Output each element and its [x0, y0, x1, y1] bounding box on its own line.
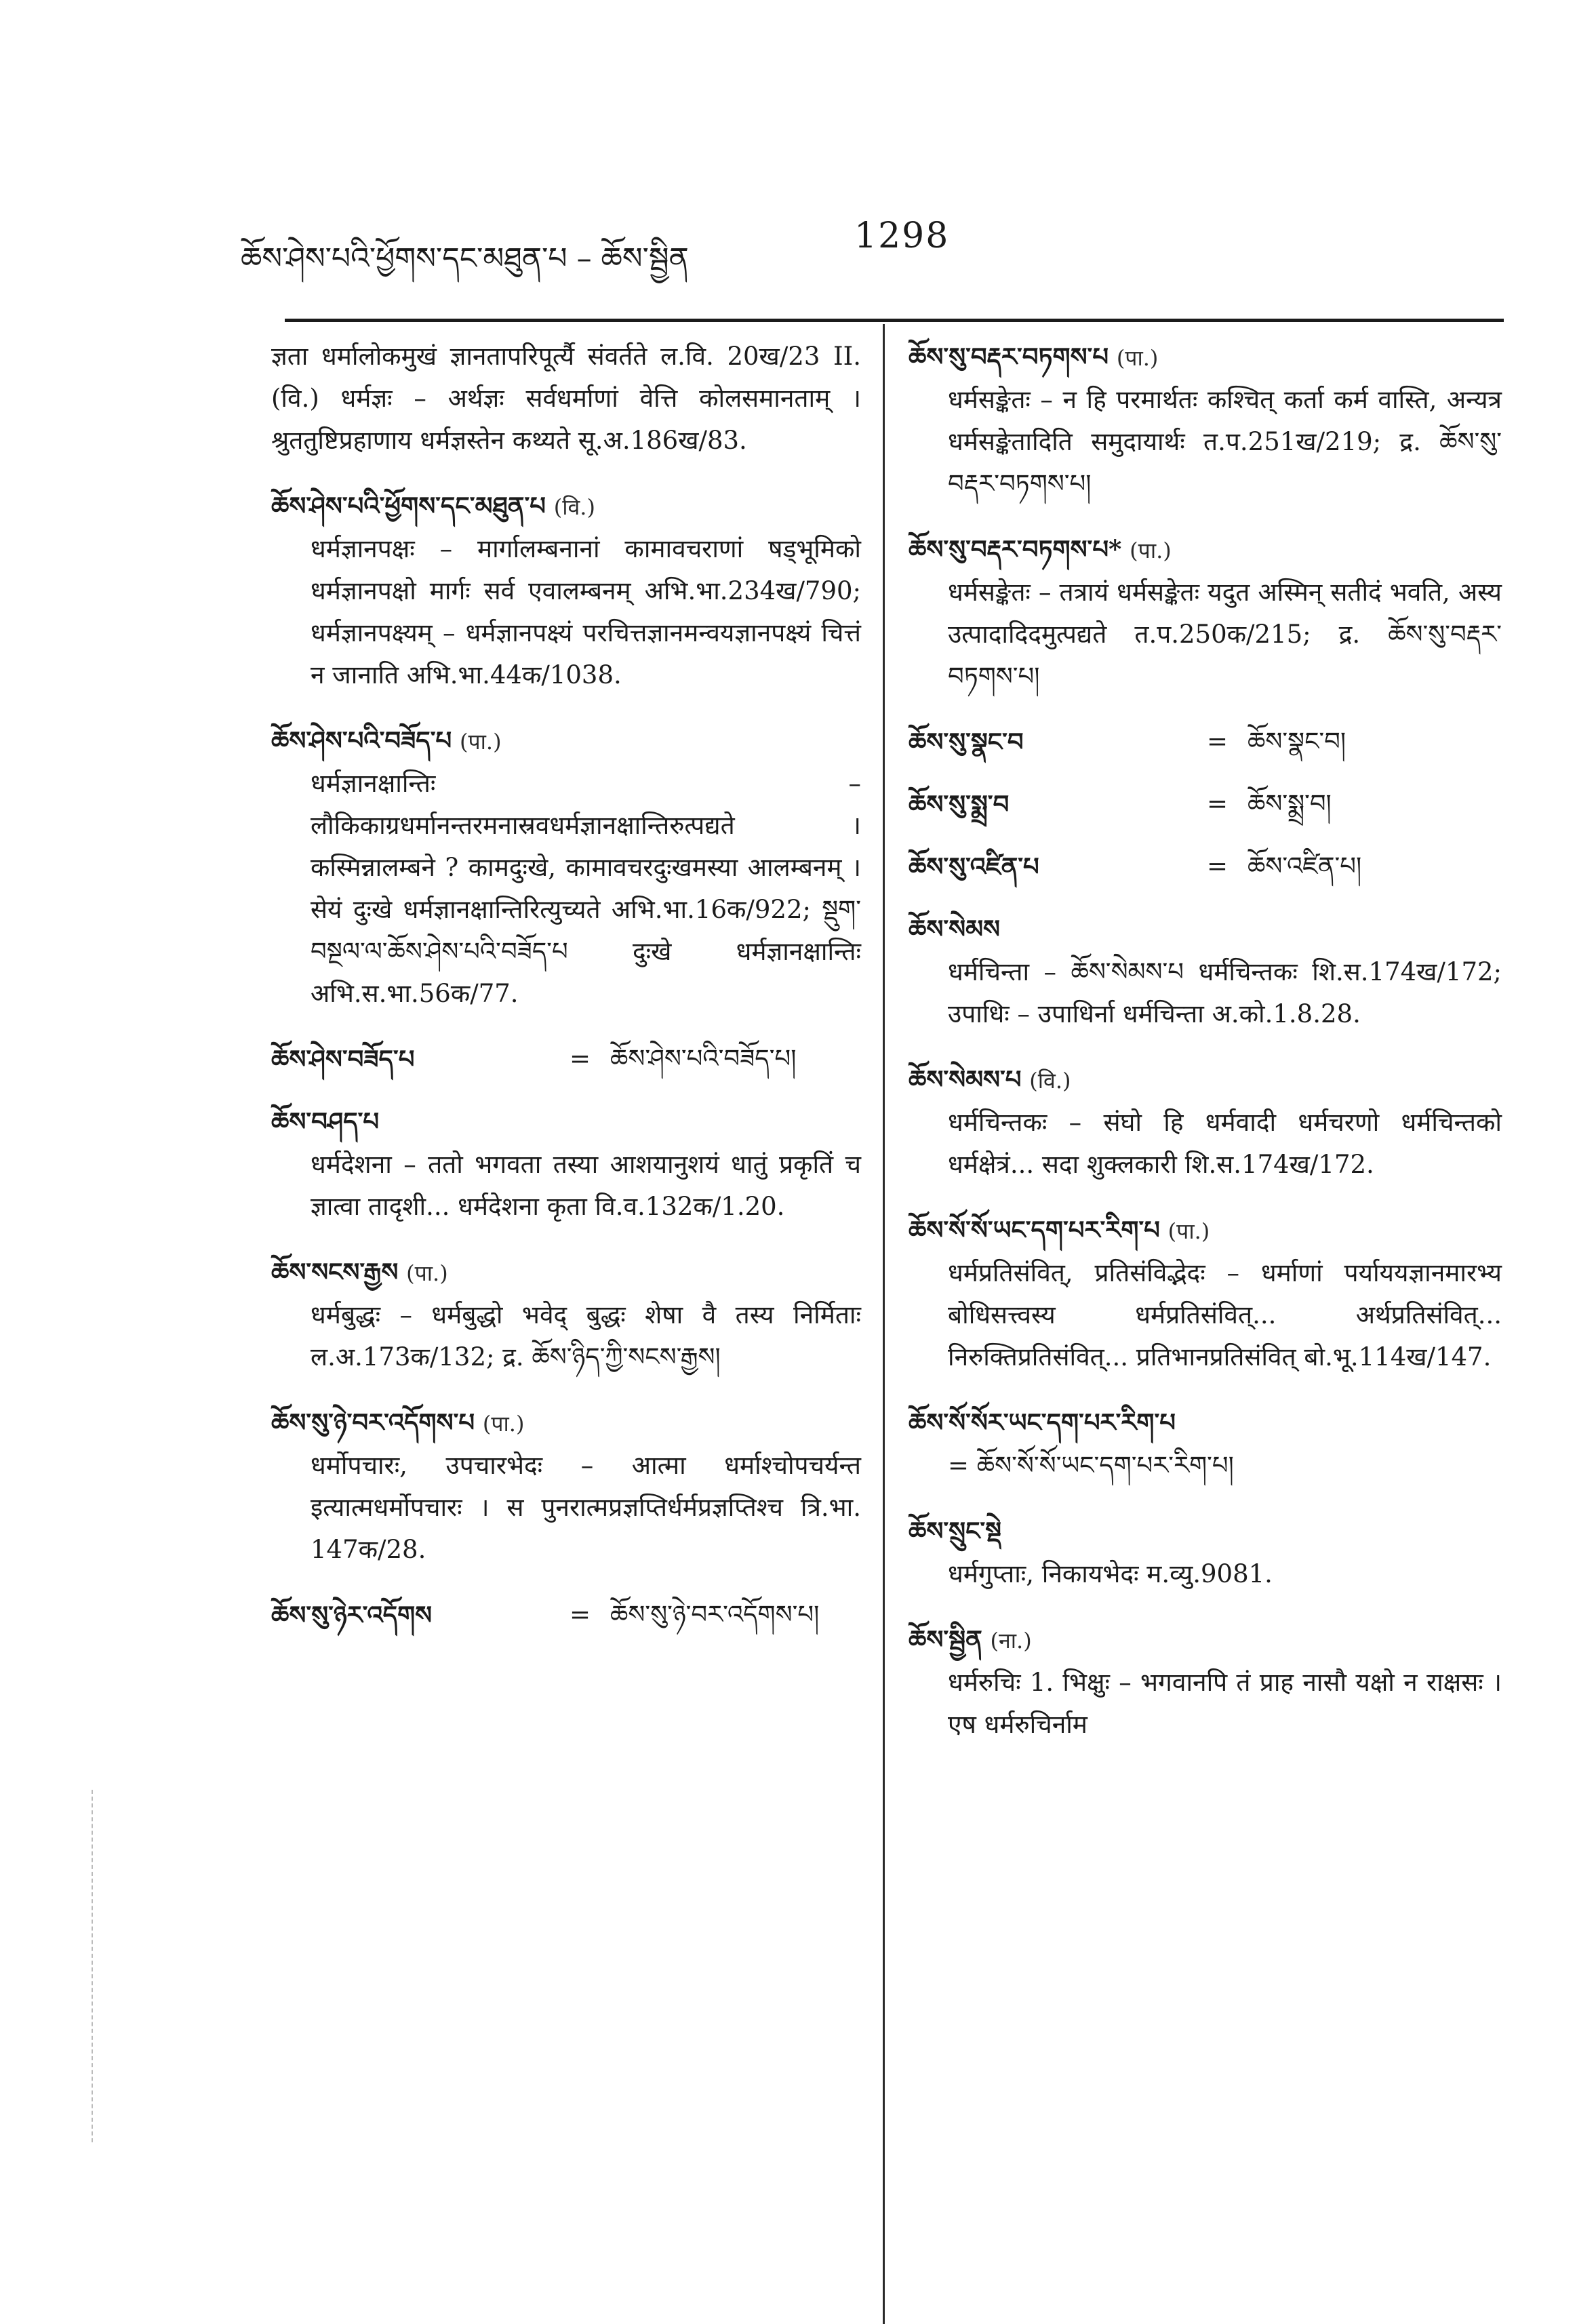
- xref-equals: =: [1207, 727, 1229, 756]
- entry-definition: धर्मोपचारः, उपचारभेदः – आत्मा धर्माश्चोपचर्यन्त इत्यात्मधर्मोपचारः । स पुनरात्मप्रज्ञप्तिर्धर्मप्रज्ञप्तिश्च त्रि.भा. 147क/28.: [311, 1451, 861, 1564]
- xref-target: ཆོས་འཛིན་པ།: [1247, 852, 1362, 881]
- entry-definition: धर्मदेशना – ततो भगवता तस्या आशयानुशयं धातुं प्रकृतिं च ज्ञात्वा तादृशी... धर्मदेशना कृता वि.व.132क/1.20.: [311, 1150, 861, 1221]
- xref-target: ཆོས་སྨྲ་བ།: [1247, 789, 1332, 818]
- grammar-label: (पा.): [1130, 538, 1172, 563]
- grammar-label: (वि.): [553, 494, 595, 520]
- entry-definition: धर्मसङ्केतः – तत्रायं धर्मसङ्केतः यदुत अस्मिन् सतीदं भवति, अस्य उत्पादादिदमुत्पद्यते त.प.250क/215; द्र. ཆོས་སུ་བརྡར་བཏགས་པ།: [948, 578, 1502, 691]
- dictionary-entry: [909, 1618, 1502, 1746]
- cross-reference: [909, 783, 1502, 825]
- dictionary-entry: [909, 1058, 1502, 1186]
- dictionary-entry: [909, 528, 1502, 698]
- entry-definition: धर्मगुप्ताः, निकायभेदः म.व्यु.9081.: [948, 1559, 1273, 1588]
- continuation-text: ज्ञता धर्मालोकमुखं ज्ञानतापरिपूर्त्यै संवर्तते ल.वि. 20ख/23 II. (वि.) धर्मज्ञः – अर्थज्ञः सर्वधर्माणां वेत्ति कोलसमानताम् । श्रुततुष्टिप्रहाणाय धर्मज्ञस्तेन कथ्यते सू.अ.186ख/83.: [271, 342, 861, 455]
- dictionary-entry: [271, 1401, 861, 1571]
- xref-equals: =: [1207, 789, 1229, 818]
- column-divider: [883, 324, 885, 2324]
- xref-term: ཆོས་སུ་འཛིན་པ: [909, 852, 1039, 881]
- entry-headword: ཆོས་སུ་བརྡར་བཏགས་པ: [909, 342, 1109, 372]
- entry-headword: ཆོས་སོ་སོར་ཡང་དག་པར་རིག་པ: [909, 1407, 1176, 1437]
- header-rule: [285, 319, 1504, 322]
- grammar-label: (पा.): [406, 1260, 448, 1286]
- cross-reference: [909, 845, 1502, 887]
- grammar-label: (पा.): [482, 1411, 525, 1437]
- entry-definition: धर्मज्ञानपक्षः – मार्गालम्बनानां कामावचराणां षड्भूमिको धर्मज्ञानपक्षो मार्गः सर्व एवालम्बनम् अभि.भा.234ख/790; धर्मज्ञानपक्ष्यम् – धर्मज्ञानपक्ष्यं परचित्तज्ञानमन्वयज्ञानपक्ष्यं चित्तं न जानाति अभि.भा.44क/1038.: [311, 534, 861, 689]
- left-column: [271, 336, 861, 1656]
- grammar-label: (पा.): [1116, 345, 1159, 371]
- entry-definition: धर्मप्रतिसंवित्, प्रतिसंविद्भेदः – धर्माणां पर्याययज्ञानमारभ्य बोधिसत्त्वस्य धर्मप्रतिसंवित्... अर्थप्रतिसंवित्... निरुक्तिप्रतिसंवित्... प्रतिभानप्रतिसंवित् बो.भू.114ख/147.: [948, 1258, 1502, 1371]
- xref-target: ཆོས་ཤེས་པའི་བཟོད་པ།: [610, 1044, 797, 1073]
- entry-definition: धर्मचिन्तकः – संघो हि धर्मवादी धर्मचरणो धर्मचिन्तको धर्मक्षेत्रं... सदा शुक्लकारी शि.स.174ख/172.: [948, 1108, 1502, 1179]
- entry-headword: ཆོས་བཤད་པ: [271, 1106, 380, 1136]
- entry-headword: ཆོས་སེམས་པ: [909, 1064, 1022, 1094]
- dictionary-entry: [271, 719, 861, 1015]
- entry-headword: ཆོས་ཤེས་པའི་ཕྱོགས་དང་མཐུན་པ: [271, 491, 546, 521]
- xref-term: ཆོས་ཤེས་བཟོད་པ: [271, 1044, 415, 1074]
- entry-definition: धर्मरुचिः 1. भिक्षुः – भगवानपि तं प्राह नासौ यक्षो न राक्षसः । एष धर्मरुचिर्नाम: [948, 1668, 1502, 1739]
- cross-reference: [271, 1594, 861, 1636]
- grammar-label: (वि.): [1029, 1068, 1071, 1094]
- dictionary-entry: [909, 1510, 1502, 1595]
- grammar-label: (ना.): [990, 1628, 1032, 1654]
- xref-equals: =: [570, 1600, 591, 1629]
- entry-headword: ཆོས་སོ་སོ་ཡང་དག་པར་རིག་པ: [909, 1215, 1160, 1245]
- entry-headword: ཆོས་སྲུང་སྡེ: [909, 1516, 1002, 1546]
- dictionary-entry: [909, 908, 1502, 1035]
- cross-reference: [909, 721, 1502, 763]
- page-header: [241, 216, 1481, 277]
- page-number: 1298: [854, 216, 950, 256]
- entry-headword: ཆོས་སངས་རྒྱས: [271, 1257, 399, 1287]
- dictionary-entry: [909, 1401, 1502, 1487]
- xref-target: ཆོས་སྣང་བ།: [1247, 727, 1346, 756]
- dictionary-entry: [909, 336, 1502, 505]
- grammar-label: (पा.): [1167, 1218, 1210, 1244]
- dictionary-entry: [271, 485, 861, 696]
- entry-definition: = ཆོས་སོ་སོ་ཡང་དག་པར་རིག་པ།: [948, 1451, 1234, 1480]
- xref-term: ཆོས་སུ་སྣང་བ: [909, 727, 1024, 757]
- entry-definition: धर्मज्ञानक्षान्तिः – लौकिकाग्रधर्मानन्तरमनास्रवधर्मज्ञानक्षान्तिरुत्पद्यते । कस्मिन्नालम्बने ? कामदुःखे, कामावचरदुःखमस्या आलम्बनम् । सेयं दुःखे धर्मज्ञानक्षान्तिरित्युच्यते अभि.भा.16क/922; སྡུག་བསྔལ་ལ་ཆོས་ཤེས་པའི་བཟོད་པ दुःखे धर्मज्ञानक्षान्तिः अभि.स.भा.56क/77.: [311, 769, 861, 1008]
- dictionary-entry: [271, 1251, 861, 1378]
- xref-term: ཆོས་སུ་ཉེར་འདོགས: [271, 1600, 433, 1630]
- scan-artifact: [92, 1790, 93, 2142]
- xref-target: ཆོས་སུ་ཉེ་བར་འདོགས་པ།: [610, 1600, 820, 1629]
- entry-headword: ཆོས་སུ་བརྡར་བཏགས་པ*: [909, 534, 1122, 564]
- cross-reference: [271, 1038, 861, 1080]
- running-head: ཆོས་ཤེས་པའི་ཕྱོགས་དང་མཐུན་པ – ཆོས་སྦྱིན: [241, 241, 689, 276]
- dictionary-entry: [271, 1100, 861, 1228]
- entry-headword: ཆོས་སུ་ཉེ་བར་འདོགས་པ: [271, 1407, 475, 1437]
- right-column: [909, 336, 1502, 1769]
- xref-equals: =: [570, 1044, 591, 1073]
- entry-definition: धर्मसङ्केतः – न हि परमार्थतः कश्चित् कर्ता कर्म वास्ति, अन्यत्र धर्मसङ्केतादिति समुदायार्थः त.प.251ख/219; द्र. ཆོས་སུ་བརྡར་བཏགས་པ།: [948, 385, 1502, 498]
- entry-headword: ཆོས་སྦྱིན: [909, 1624, 982, 1654]
- entry-definition: धर्मचिन्ता – ཆོས་སེམས་པ धर्मचिन्तकः शि.स.174ख/172; उपाधिः – उपाधिर्ना धर्मचिन्ता अ.को.1.8.28.: [948, 957, 1502, 1028]
- grammar-label: (पा.): [459, 729, 502, 755]
- entry-headword: ཆོས་ཤེས་པའི་བཟོད་པ: [271, 725, 452, 755]
- xref-equals: =: [1207, 852, 1229, 881]
- dictionary-entry: [909, 1209, 1502, 1378]
- entry-definition: धर्मबुद्धः – धर्मबुद्धो भवेद् बुद्धः शेषा वै तस्य निर्मिताः ल.अ.173क/132; द्र. ཆོས་ཉིད་ཀྱི་སངས་རྒྱས།: [311, 1300, 861, 1371]
- xref-term: ཆོས་སུ་སྨྲ་བ: [909, 789, 1010, 819]
- entry-headword: ཆོས་སེམས: [909, 914, 1001, 944]
